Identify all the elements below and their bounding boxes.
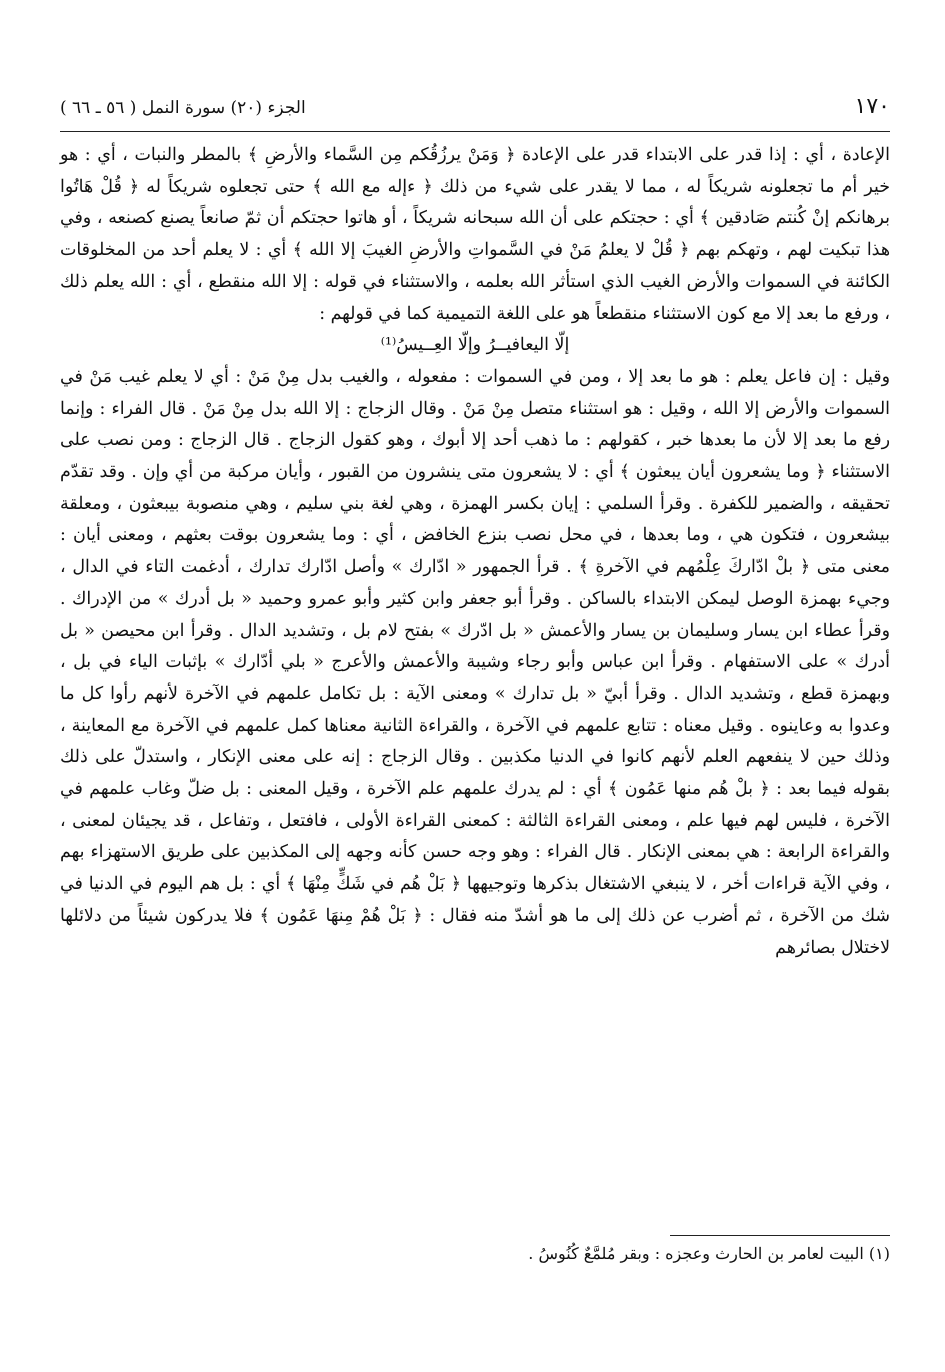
- page-header: [60, 94, 890, 130]
- page-body: [60, 140, 890, 964]
- footnote: (١) البيت لعامر بن الحارث وعجزه : وبقر مُلمَّعٌ كُنُوسُ .: [528, 1244, 890, 1263]
- poetry-verse: إلّا اليعافيــرُ وإلّا العِــيسُ⁽¹⁾: [380, 335, 570, 356]
- footnote-rule: [670, 1235, 890, 1236]
- paragraph-2: وقيل : إن فاعل يعلم : هو ما بعد إلا ، ومن في السموات : مفعوله ، والغيب بدل مِنْ مَنْ : أي لا يعلم غيب مَنْ في السموات والأرض إلا الله ، وقيل : هو استثناء متصل مِنْ مَنْ . وقال الزجاج : إلا الله بدل مِنْ مَنْ . قال الفراء : وإنما رفع ما بعد إلا لأن ما بعدها خبر ، كقولهم : ما ذهب أحد إلا أبوك ، وهو كقول الزجاج . قال الزجاج : ومن نصب على الاستثناء ﴿ وما يشعرون أيان يبعثون ﴾ أي : لا يشعرون متى ينشرون من القبور ، وأيان مركبة من أي وإن . وقد تقدّم تحقيقه ، والضمير للكفرة . وقرأ السلمي : إيان بكسر الهمزة ، وهي لغة بني سليم ، وهي منصوبة بيبعثون ، ومعلقة بيشعرون ، فتكون هي ، وما بعدها ، في محل نصب بنزع الخافض ، أي : وما يشعرون بوقت بعثهم ، ومعنى أيان : معنى متى ﴿ بلْ ادّاركَ عِلْمُهم في الآخرةِ ﴾ . قرأ الجمهور « ادّارك » وأصل ادّارك تدارك ، أدغمت التاء في الدال ، وجيء بهمزة الوصل ليمكن الابتداء بالساكن . وقرأ أبو جعفر وابن كثير وأبو عمرو وحميد « بل أدرك » من الإدراك . وقرأ عطاء ابن يسار وسليمان بن يسار والأعمش « بل ادّرك » بفتح لام بل ، وتشديد الدال . وقرأ ابن محيصن « بل أدرك » على الاستفهام . وقرأ ابن عباس وأبو رجاء وشيبة والأعمش والأعرج « بلي أدّارك » بإثبات الياء في بل ، وبهمزة قطع ، وتشديد الدال . وقرأ أبيّ « بل تدارك » ومعنى الآية : بل تكامل علمهم في الآخرة لأنهم رأوا كل ما وعدوا به وعاينوه . وقيل معناه : تتابع علمهم في الآخرة ، والقراءة الثانية معناها كمل علمهم في الآخرة مع المعاينة ، وذلك حين لا ينفعهم العلم لأنهم كانوا في الدنيا مكذبين . وقال الزجاج : إنه على معنى الإنكار ، واستدلّ على ذلك بقوله فيما بعد : ﴿ بلْ هُم منها عَمُون ﴾ أي : لم يدرك علمهم علم الآخرة ، وقيل المعنى : بل ضلّ وغاب علمهم في الآخرة ، فليس لهم فيها علم ، ومعنى القراءة الثالثة : كمعنى القراءة الأولى ، فافتعل ، وتفاعل ، قد يجيئان لمعنى ، والقراءة الرابعة : هي بمعنى الإنكار . قال الفراء : وهو وجه حسن كأنه وجهه إلى المكذبين على طريق الاستهزاء بهم ، وفي الآية قراءات أخر ، لا ينبغي الاشتغال بذكرها وتوجيهها ﴿ بَلْ هُم في شَكٍّ مِنْهَا ﴾ أي : بل هم اليوم في الدنيا في شك من الآخرة ، ثم أضرب عن ذلك إلى ما هو أشدّ منه فقال : ﴿ بَلْ هُمْ مِنهَا عَمُون ﴾ فلا يدركون شيئاً من دلائلها لاختلال بصائرهم: [60, 366, 890, 958]
- paragraph-1: الإعادة ، أي : إذا قدر على الابتداء قدر على الإعادة ﴿ وَمَنْ يرزُقُكم مِن السَّماء والأرضِ ﴾ بالمطر والنبات ، أي : هو خير أم ما تجعلونه شريكاً له ، مما لا يقدر على شيء من ذلك ﴿ ءإله مع الله ﴾ حتى تجعلوه شريكاً له ﴿ قُلْ هَاتُوا برهانكم إنْ كُنتم صَادقين ﴾ أي : حجتكم على أن الله سبحانه شريكاً ، أو هاتوا حجتكم أن ثمّ صانعاً يصنع كصنعه ، وفي هذا تبكيت لهم ، وتهكم بهم ﴿ قُلْ لا يعلمُ مَنْ في السَّمواتِ والأرضِ الغيبَ إلا الله ﴾ أي : لا يعلم أحد من المخلوقات الكائنة في السموات والأرض الغيب الذي استأثر الله بعلمه ، والاستثناء في قوله : إلا الله منقطع ، أي : الله يعلم ذلك ، ورفع ما بعد إلا مع كون الاستثناء منقطعاً هو على اللغة التميمية كما في قولهم :: [60, 145, 890, 324]
- running-title: الجزء (٢٠) سورة النمل ( ٥٦ ـ ٦٦ ): [60, 98, 306, 118]
- header-rule: [60, 131, 890, 132]
- page-number: ١٧٠: [854, 94, 890, 119]
